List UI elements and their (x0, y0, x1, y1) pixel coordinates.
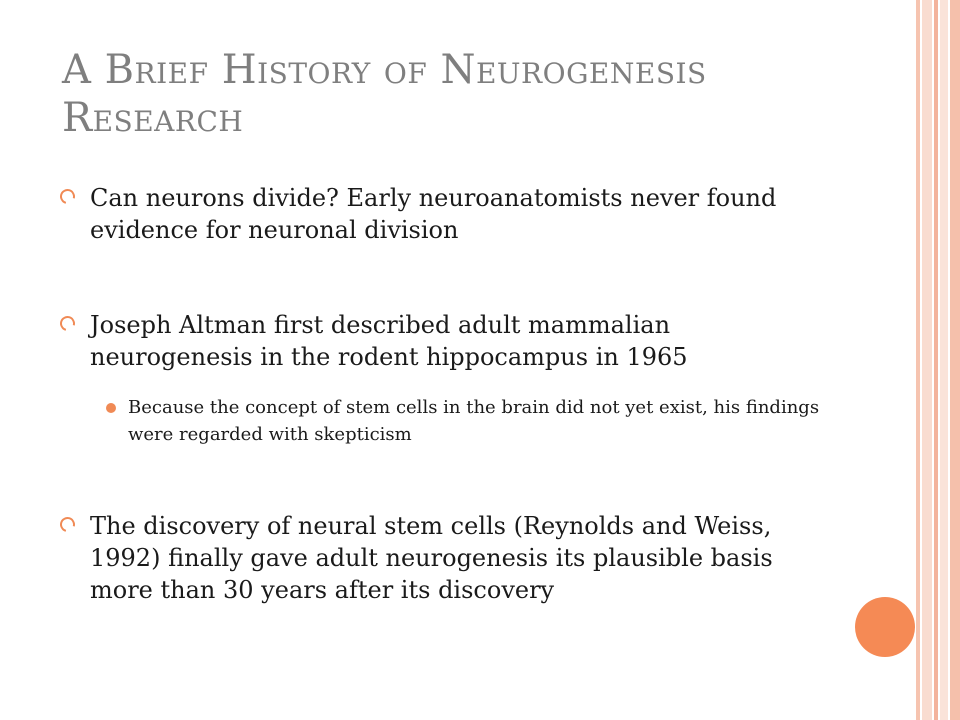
bullet-ring-icon (57, 313, 77, 333)
bullet-ring-icon (57, 186, 77, 206)
sub-bullet-text: Because the concept of stem cells in the brain did not yet exist, his findings were regarded with skepticism (128, 397, 820, 445)
bullet-text: Joseph Altman first described adult mammalian neurogenesis in the rodent hippocampus in 1965 (90, 311, 688, 371)
bullet-text: The discovery of neural stem cells (Reynolds and Weiss, 1992) finally gave adult neurogenesis its plausible basis more than 30 years after its discovery (90, 512, 773, 604)
accent-circle (855, 597, 915, 657)
bullet-text: Can neurons divide? Early neuroanatomists never found evidence for neuronal division (90, 184, 777, 244)
slide-title: A Brief History of Neurogenesis Research (62, 47, 707, 141)
decorative-stripes (916, 0, 960, 720)
sub-bullet-dot-icon (106, 403, 116, 413)
bullet-ring-icon (57, 514, 77, 534)
